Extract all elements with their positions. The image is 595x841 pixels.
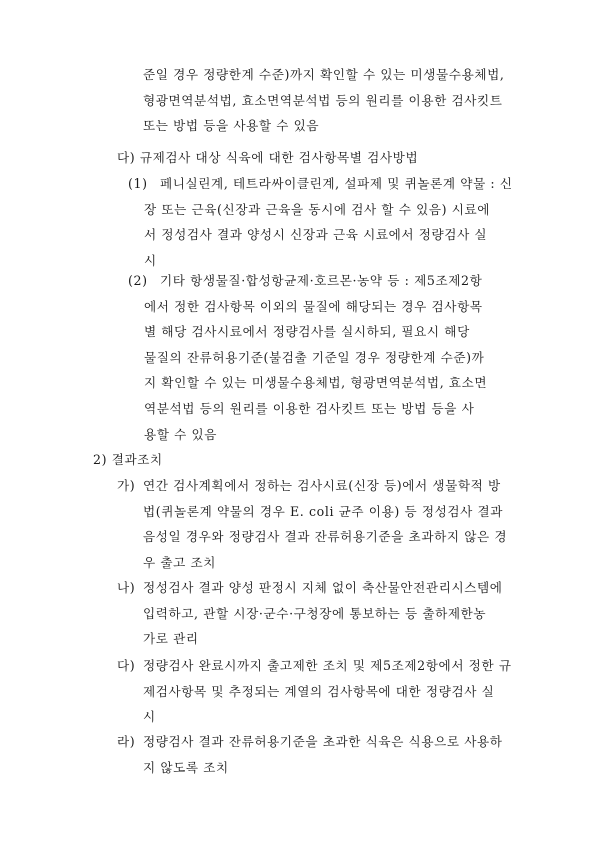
item-na-marker: 나) [117,580,136,595]
text-line: 연간 검사계획에서 정하는 검사시료(신장 등)에서 생물학적 방 [143,478,501,493]
item-da-2-text [143,653,512,730]
item-ga-marker: 가) [117,478,136,493]
text-line: 또는 방법 등을 사용할 수 있음 [143,118,320,134]
item-marker: 다) [117,150,136,165]
text-line: 용할 수 있음 [144,426,218,442]
item-da-inspection-method [117,145,418,171]
text-line: 에서 정한 검사항목 이외의 물질에 해당되는 경우 검사항목 [144,298,483,314]
subitem-1-text [144,171,513,273]
section-title: 결과조치 [111,452,163,467]
text-line: 지 확인할 수 있는 미생물수용체법, 형광면역분석법, 효소면 [144,375,488,391]
text-line: 입력하고, 관할 시장·군수·구청장에 통보하는 등 출하제한농 [143,605,487,621]
text-line: 별 해당 검사시료에서 정량검사를 실시하되, 필요시 해당 [144,324,470,340]
item-heading: 규제검사 대상 식육에 대한 검사항목별 검사방법 [139,150,419,165]
item-ga-text [143,473,507,575]
text-line: 형광면역분석법, 효소면역분석법 등의 원리를 이용한 검사킷트 [143,92,503,108]
text-line: 정성검사 결과 양성 판정시 지체 없이 축산물안전관리시스템에 [143,580,503,595]
text-line: 물질의 잔류허용기준(불검출 기준일 경우 정량한계 수준)까 [144,349,485,365]
text-line: 음성일 경우와 정량검사 결과 잔류허용기준을 초과하지 않은 경 [143,529,508,545]
text-line: 역분석법 등의 원리를 이용한 검사킷트 또는 방법 등을 사 [144,400,475,416]
text-line: 장 또는 근육(신장과 근육을 동시에 검사 할 수 있음) 시료에 [144,201,491,217]
text-line: 시 [144,252,157,268]
section-2-heading [93,447,163,473]
subitem-2-text [144,268,488,447]
text-line: 제검사항목 및 추정되는 계열의 검사항목에 대한 정량검사 실 [143,683,495,699]
text-line: 정량검사 완료시까지 출고제한 조치 및 제5조제2항에서 정한 규 [143,658,512,673]
text-line: 기타 항생물질·합성항균제·호르몬·농약 등 : 제5조제2항 [160,273,483,288]
subitem-2-marker: (2) [128,273,148,288]
text-line: 시 [143,709,156,725]
item-ra-marker: 라) [117,734,136,749]
text-line: 가로 관리 [143,631,199,647]
text-line: 법(퀴놀론계 약물의 경우 E. coli 균주 이용) 등 정성검사 결과 [143,503,504,519]
item-ra-text [143,729,503,780]
text-line: 서 정성검사 결과 양성시 신장과 근육 시료에서 정량검사 실 [144,227,488,243]
section-marker: 2) [93,452,108,467]
item-da-2-marker: 다) [117,658,136,673]
item-na-text [143,575,503,652]
text-line: 준일 경우 정량한계 수준)까지 확인할 수 있는 미생물수용체법, [143,67,505,82]
subitem-1-marker: (1) [128,176,148,191]
text-line: 지 않도록 조치 [143,759,229,775]
text-line: 정량검사 결과 잔류허용기준을 초과한 식육은 식용으로 사용하 [143,734,503,749]
text-line: 우 출고 조치 [143,554,217,570]
text-line: 페니실린계, 테트라싸이클린계, 설파제 및 퀴놀론계 약물 : 신 [160,176,513,191]
continuation-paragraph [143,62,504,139]
